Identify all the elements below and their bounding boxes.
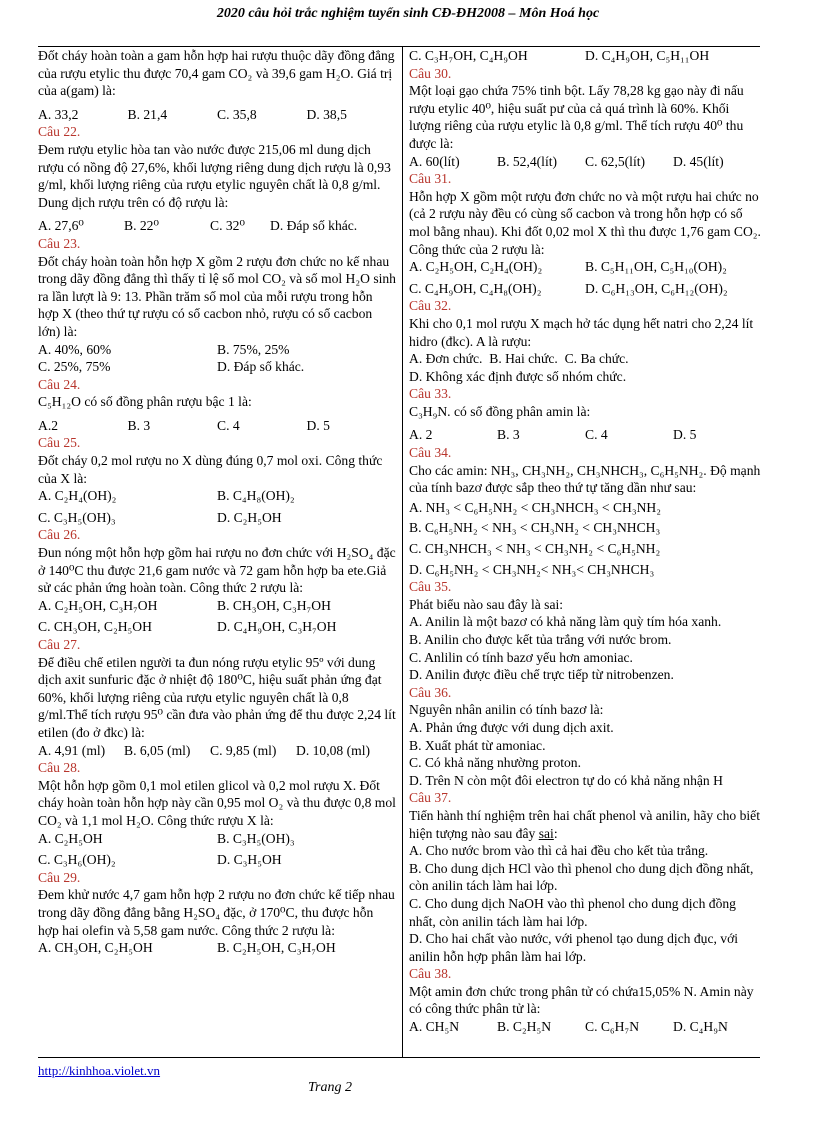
right-column	[409, 47, 761, 1036]
option-a: A. C₂H₅OH	[38, 830, 103, 846]
option-b: B. C₆H₅NH₂ < NH₃ < CH₃NH₂ < CH₃NHCH₃	[409, 520, 661, 536]
question-number: Câu 25.	[38, 435, 81, 451]
option-b: B. 3	[127, 417, 151, 433]
question-24	[38, 376, 396, 435]
option-b: B. 52,4(lít)	[497, 153, 558, 169]
question-text: Để điều chế etilen người ta đun nóng rượu etylic 95º với dung dịch axit sunfuric đặc ở nhiệt độ 180⁰C, hiệu suất phản ứng đạt 60%, khối lượng riêng của rượu etylic nguyên chất là 0,8 g/ml.Thể tích rượu 95⁰ cần đưa vào phản ứng để thu được 2,24 lít etilen (đo ở đkc) là:	[38, 654, 396, 740]
question-22	[38, 123, 396, 235]
question-text: Một hỗn hợp gồm 0,1 mol etilen glicol và 0,2 mol rượu X. Đốt cháy hoàn toàn hỗn hợp này cần 0,95 mol O₂ và thu được 0,8 mol CO₂ và 1,1 mol H₂O. Công thức rượu X là:	[38, 777, 396, 828]
option-a: A. CH₃OH, C₂H₅OH	[38, 940, 153, 956]
option-c: C. 35,8	[217, 106, 257, 122]
option-b: B. C₃H₅(OH)₃	[217, 830, 295, 846]
question-number: Câu 33.	[409, 386, 452, 402]
question-text: C₅H₁₂O có số đồng phân rượu bậc 1 là:	[38, 394, 252, 410]
question-text: Cho các amin: NH₃, CH₃NH₂, CH₃NHCH₃, C₆H₅NH₂. Độ mạnh của tính bazơ được sắp theo thứ tự tăng dần như sau:	[409, 462, 761, 496]
option-d: D. Anilin được điều chế trực tiếp từ nitrobenzen.	[409, 667, 674, 683]
option-d: D. Cho hai chất vào nước, với phenol tạo dung dịch đục, với anilin hỗn hợp phân làm hai lớp.	[409, 931, 739, 964]
option-a: A. C₂H₅OH, C₃H₇OH	[38, 597, 158, 613]
option-b: B. 3	[497, 427, 520, 443]
option-b: B. C₅H₁₁OH, C₅H₁₀(OH)₂	[585, 259, 727, 275]
question-38	[409, 965, 761, 1035]
question-number: Câu 30.	[409, 65, 452, 81]
question-37	[409, 789, 761, 965]
question-number: Câu 35.	[409, 579, 452, 595]
option-b: B. C₂H₅OH, C₃H₇OH	[217, 940, 336, 956]
option-a: A. CH₅N	[409, 1019, 460, 1035]
option-a: A. Đơn chức.	[409, 351, 483, 367]
question-number: Câu 27.	[38, 637, 81, 652]
option-c: C. C₃H₆(OH)₂	[38, 852, 116, 868]
question-21	[38, 47, 396, 123]
question-23	[38, 235, 396, 376]
option-c: C. C₄H₉OH, C₄H₈(OH)₂	[409, 280, 542, 296]
page-number: Trang 2	[308, 1080, 352, 1095]
option-b: B. C₂H₅N	[497, 1019, 552, 1035]
option-d: D. C₃H₅OH	[217, 852, 282, 868]
question-35	[409, 578, 761, 684]
option-a: A. Anilin là một bazơ có khả năng làm quỳ tím hóa xanh.	[409, 614, 722, 630]
option-a: A. 60(lít)	[409, 153, 460, 169]
option-c: C. 4	[217, 417, 240, 433]
option-b: B. Cho dung dịch HCl vào thì phenol cho dung dịch đồng nhất, còn anilin tách làm hai lớp.	[409, 860, 754, 894]
option-a: A. 27,6⁰	[38, 218, 84, 234]
question-number: Câu 32.	[409, 298, 452, 314]
question-number: Câu 31.	[409, 171, 452, 187]
question-28	[38, 759, 396, 869]
option-c: C. C₃H₅(OH)₃	[38, 509, 116, 525]
question-36	[409, 684, 761, 790]
option-b: B. CH₃OH, C₃H₇OH	[217, 597, 331, 613]
option-b: B. C₄H₈(OH)₂	[217, 488, 295, 504]
option-d: D. 5	[673, 427, 697, 443]
option-c: C. CH₃NHCH₃ < NH₃ < CH₃NH₂ < C₆H₅NH₂	[409, 541, 661, 557]
question-number: Câu 37.	[409, 790, 452, 806]
option-d: D. C₂H₅OH	[217, 509, 282, 525]
question-25	[38, 434, 396, 526]
option-a: A. C₂H₅OH, C₂H₄(OH)₂	[409, 259, 543, 275]
column-divider	[402, 46, 403, 1058]
question-text: Hỗn hợp X gồm một rượu đơn chức no và một rượu hai chức no (cả 2 rượu này đều có cùng số cacbon và trong hỗn hợp có số mol bằng nhau). Khi đốt 0,02 mol X thì thu được 1,76 gam CO₂. Công thức của 2 rượu là:	[409, 188, 761, 257]
question-26	[38, 526, 396, 636]
question-number: Câu 36.	[409, 684, 452, 700]
option-d: D. 38,5	[306, 106, 347, 122]
option-d: D. Không xác định được số nhóm chức.	[409, 368, 627, 384]
option-d: D. 10,08 (ml)	[296, 742, 371, 758]
question-33	[409, 385, 761, 444]
question-text: Đốt cháy hoàn toàn a gam hỗn hợp hai rượu thuộc dãy đồng đẳng của rượu etylic thu được 70,4 gam CO₂ và 39,6 gam H₂O. Giá trị của a(gam) là:	[38, 48, 395, 99]
option-c: C. C₃H₇OH, C₄H₉OH	[409, 48, 528, 63]
option-d: D. C₆H₁₃OH, C₆H₁₂(OH)₂	[585, 280, 728, 296]
question-text: Một amin đơn chức trong phân tử có chứa15,05% N. Amin này có công thức phân tử là:	[409, 983, 754, 1017]
option-d: D. Trên N còn một đôi electron tự do có khả năng nhận H	[409, 772, 723, 788]
question-number: Câu 28.	[38, 760, 81, 776]
option-c: C. 25%, 75%	[38, 359, 111, 375]
option-a: A. 40%, 60%	[38, 341, 112, 357]
footer-divider	[38, 1057, 760, 1058]
option-c: C. Có khả năng nhường proton.	[409, 755, 582, 771]
question-32	[409, 297, 761, 385]
question-number: Câu 22.	[38, 124, 81, 140]
option-a: A. 33,2	[38, 106, 79, 122]
question-29	[38, 869, 396, 957]
option-a: A. 4,91 (ml)	[38, 742, 106, 758]
question-text: Phát biểu nào sau đây là sai:	[409, 596, 564, 612]
option-a: A. Phản ứng được với dung dịch axit.	[409, 719, 614, 735]
option-d: D. 5	[306, 417, 330, 433]
option-d: D. C₆H₅NH₂ < CH₃NH₂< NH₃< CH₃NHCH₃	[409, 561, 655, 577]
page-header: 2020 câu hỏi trắc nghiệm tuyển sinh CĐ-ĐH2008 – Môn Hoá học	[216, 6, 600, 21]
question-text: Đốt cháy 0,2 mol rượu no X dùng đúng 0,7 mol oxi. Công thức của X là:	[38, 453, 383, 486]
option-c: C. 62,5(lít)	[585, 153, 646, 169]
question-text: Đem rượu etylic hòa tan vào nước được 215,06 ml dung dịch rượu có nồng độ 27,6%, khối lượng riêng dung dịch rượu là 0,93 g/ml, khối lượng riêng của rượu etylic nguyên chất là 0,8 g/ml. Dung dịch rượu trên có độ rượu là:	[38, 141, 391, 210]
option-c: C. Anlilin có tính bazơ yếu hơn amoniac.	[409, 649, 633, 665]
question-30	[409, 65, 761, 171]
option-d: D. Đáp số khác.	[217, 359, 305, 375]
question-text: Một loại gạo chứa 75% tinh bột. Lấy 78,28 kg gạo này đi nấu rượu etylic 40⁰, hiệu suất pư của cả quá trình là 60%. Khối lượng riêng của rượu etylic là 0,8 g/ml. Thể tích rượu 40⁰ thu được là:	[409, 83, 744, 151]
option-c: C. Ba chức.	[564, 351, 629, 367]
option-d: D. C₄H₉OH, C₃H₇OH	[217, 619, 337, 635]
option-a: A. C₂H₄(OH)₂	[38, 488, 117, 504]
option-d: D. C₄H₉OH, C₅H₁₁OH	[585, 48, 710, 63]
option-a: A.2	[38, 417, 59, 433]
option-c: C. CH₃OH, C₂H₅OH	[38, 619, 152, 635]
option-c: C. 32⁰	[210, 218, 245, 234]
option-a: A. Cho nước brom vào thì cả hai đều cho kết tủa trắng.	[409, 843, 709, 859]
question-31	[409, 170, 761, 297]
question-text: Nguyên nhân anilin có tính bazơ là:	[409, 702, 604, 718]
option-c: C. 9,85 (ml)	[210, 742, 277, 758]
question-number: Câu 29.	[38, 869, 81, 885]
question-text: Khi cho 0,1 mol rượu X mạch hở tác dụng hết natri cho 2,24 lít hidro (đkc). A là rượu:	[409, 315, 754, 349]
question-text: Tiến hành thí nghiệm trên hai chất phenol và anilin, hãy cho biết hiện tượng nào sau đây sai:	[409, 807, 760, 841]
question-text: Đun nóng một hỗn hợp gồm hai rượu no đơn chức với H₂SO₄ đặc ở 140⁰C thu được 21,6 gam nước và 72 gam hỗn hợp ba ete.Giả sử các phản ứng hoàn toàn. Công thức 2 rượu là:	[38, 545, 396, 596]
question-number: Câu 26.	[38, 527, 81, 543]
option-a: A. 2	[409, 427, 433, 443]
option-b: B. 6,05 (ml)	[124, 742, 191, 758]
question-text: Đốt cháy hoàn toàn hỗn hợp X gồm 2 rượu đơn chức no kế nhau trong dãy đồng đẳng thì thấy tỉ lệ số mol CO₂ và số mol H₂O sinh ra lần lượt là 9: 13. Phần trăm số mol của mỗi rượu trong hỗn hợp X (theo thứ tự rượu có số cacbon nhỏ, rượu có số cacbon lớn) là:	[38, 253, 396, 339]
option-d: D. 45(lít)	[673, 153, 724, 169]
question-number: Câu 23.	[38, 235, 81, 251]
question-number: Câu 24.	[38, 376, 81, 392]
question-text: C₃H₉N. có số đồng phân amin là:	[409, 403, 591, 419]
option-b: B. Anilin cho được kết tủa trắng với nước brom.	[409, 632, 672, 647]
option-a: A. NH₃ < C₆H₅NH₂ < CH₃NHCH₃ < CH₃NH₂	[409, 499, 661, 515]
option-c: C. Cho dung dịch NaOH vào thì phenol cho dung dịch đồng nhất, còn anilin tách làm hai lớp.	[409, 895, 736, 929]
option-d: D. C₄H₉N	[673, 1019, 728, 1035]
question-text: Đem khử nước 4,7 gam hỗn hợp 2 rượu no đơn chức kế tiếp nhau trong dãy đồng đẳng bằng H₂SO₄ đặc, ở 170⁰C, thu được hỗn hợp hai olefin và 5,58 gam nước. Công thức 2 rượu là:	[38, 887, 395, 938]
left-column	[38, 47, 396, 957]
question-27	[38, 636, 396, 759]
question-number: Câu 38.	[409, 966, 452, 982]
option-d: D. Đáp số khác.	[270, 218, 358, 234]
option-b: B. Hai chức.	[489, 351, 558, 367]
option-b: B. 21,4	[127, 106, 168, 122]
option-b: B. 22⁰	[124, 218, 159, 234]
footer-link[interactable]: http://kinhhoa.violet.vn	[38, 1063, 161, 1078]
option-c: C. C₆H₇N	[585, 1019, 640, 1035]
question-34	[409, 444, 761, 578]
option-b: B. Xuất phát từ amoniac.	[409, 737, 546, 753]
option-b: B. 75%, 25%	[217, 341, 290, 357]
question-number: Câu 34.	[409, 445, 452, 461]
option-c: C. 4	[585, 427, 608, 443]
